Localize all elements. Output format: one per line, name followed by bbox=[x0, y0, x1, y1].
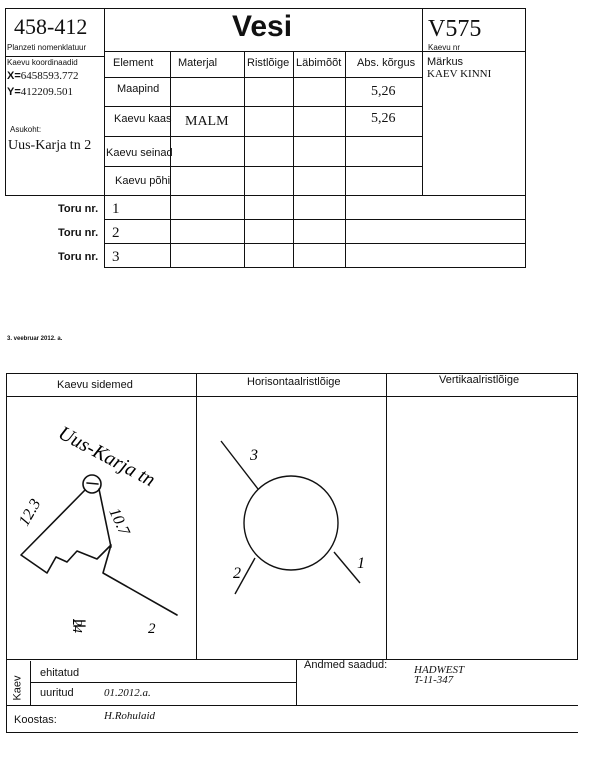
horizontal-section-sketch bbox=[197, 397, 385, 659]
pipe-number: 1 bbox=[357, 555, 365, 572]
panel-title-vertical: Vertikaalristlõige bbox=[439, 374, 520, 386]
panel-title-horizontal: Horisontaalristlõige bbox=[247, 376, 341, 388]
distance-label: 12.3 bbox=[15, 496, 45, 529]
surveyed-value: 01.2012.a. bbox=[104, 687, 151, 699]
col-element: Element bbox=[113, 57, 154, 69]
sheet-number: 458-412 bbox=[14, 14, 88, 39]
data-source-label: Andmed saadud: bbox=[304, 659, 388, 671]
distance-label: 10.7 bbox=[105, 505, 133, 539]
connections-sketch bbox=[7, 397, 195, 659]
col-abs-height: Abs. kõrgus bbox=[357, 57, 416, 69]
location-label: Asukoht: bbox=[10, 125, 42, 134]
row-abs: 5,26 bbox=[371, 84, 396, 99]
pipe-value: 2 bbox=[112, 225, 120, 241]
distance-line bbox=[21, 490, 177, 615]
document-date: 3. veebruar 2012. a. bbox=[7, 336, 63, 342]
surveyed-label: uuritud bbox=[40, 687, 74, 699]
distance-label: 2 bbox=[148, 621, 156, 637]
location-value: Uus-Karja tn 2 bbox=[8, 138, 92, 153]
built-label: ehitatud bbox=[40, 667, 80, 679]
coord-y-label: Y= bbox=[7, 86, 21, 98]
row-element: Kaevu kaas bbox=[114, 113, 172, 125]
pipe-value: 1 bbox=[112, 201, 120, 217]
pipe-number: 3 bbox=[250, 447, 258, 464]
coord-y-value: 412209.501 bbox=[20, 86, 74, 98]
pipe-label: Toru nr. bbox=[58, 203, 99, 215]
side-label: Kaev bbox=[11, 675, 24, 701]
data-source-value: HADWEST bbox=[414, 664, 465, 676]
row-material: MALM bbox=[185, 114, 229, 129]
coord-x-label: X= bbox=[7, 70, 21, 82]
row-abs: 5,26 bbox=[371, 111, 396, 126]
remarks-label: Märkus bbox=[427, 56, 464, 68]
distance-label: 24 bbox=[69, 619, 84, 633]
col-material: Materjal bbox=[178, 57, 218, 69]
panel-title-connections: Kaevu sidemed bbox=[57, 379, 133, 391]
row-element: Maapind bbox=[117, 83, 160, 95]
data-source-code: T-11-347 bbox=[414, 674, 454, 686]
coord-x-value: 6458593.772 bbox=[20, 70, 79, 82]
col-crosssection: Ristlõige bbox=[247, 57, 290, 69]
coord-x bbox=[7, 70, 79, 82]
col-diameter: Läbimõõt bbox=[296, 57, 342, 69]
well-number: V575 bbox=[428, 16, 482, 42]
author-label: Koostas: bbox=[14, 714, 57, 726]
page-title: Vesi bbox=[232, 10, 293, 43]
row-element: Kaevu seinad bbox=[106, 147, 173, 159]
pipe-value: 3 bbox=[112, 249, 120, 265]
author-value: H.Rohulaid bbox=[104, 710, 156, 722]
street-label: Uus-Karja tn bbox=[54, 421, 159, 492]
remarks-value: KAEV KINNI bbox=[427, 68, 492, 80]
pipe-label: Toru nr. bbox=[58, 227, 99, 239]
row-element: Kaevu põhi bbox=[115, 175, 171, 187]
pipe-number: 2 bbox=[233, 565, 241, 582]
sheet-label: Planzeti nomenklatuur bbox=[7, 43, 87, 52]
coords-label: Kaevu koordinaadid bbox=[7, 58, 78, 67]
pipe-label: Toru nr. bbox=[58, 251, 99, 263]
well-circle bbox=[244, 476, 338, 570]
well-label: Kaevu nr bbox=[428, 43, 461, 52]
coord-y bbox=[7, 86, 73, 98]
